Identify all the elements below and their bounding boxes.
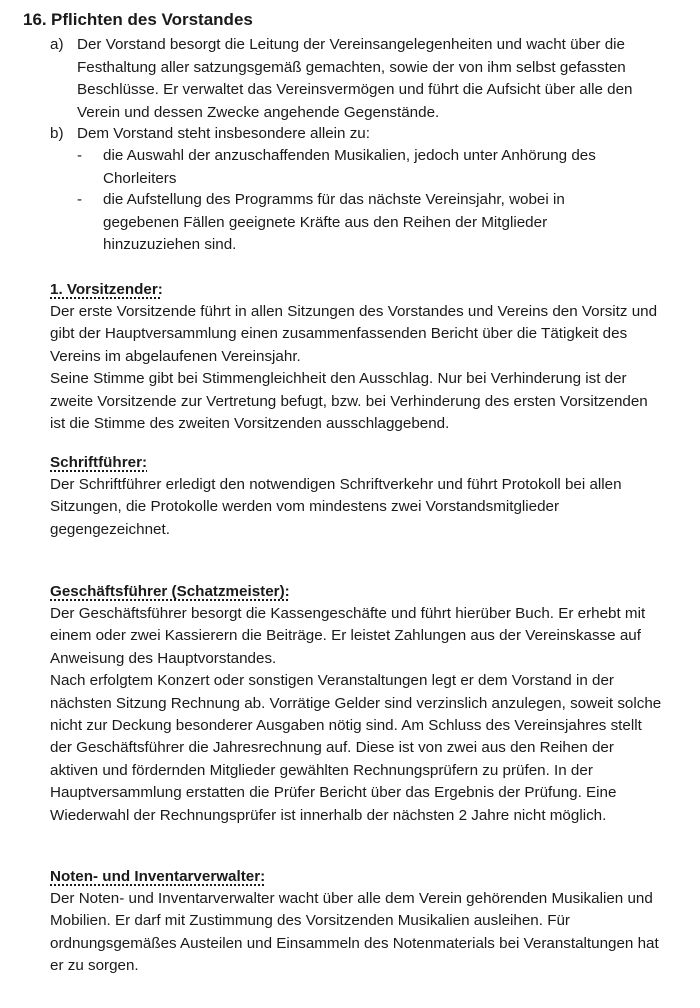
- list-item-b: [50, 123, 670, 146]
- bullet-item: [77, 189, 637, 257]
- bullet-marker: -: [77, 147, 83, 164]
- bullet-text: die Aufstellung des Programms für das nächste Vereinsjahr, wobei in gegebenen Fällen geeignete Kräfte aus den Reihen der Mitglieder hinzuzuziehen sind.: [103, 191, 565, 253]
- list-marker: a): [50, 36, 64, 53]
- role-text-vorsitzender: Der erste Vorsitzende führt in allen Sitzungen des Vorstandes und Vereins den Vorsitz und gibt der Hauptversammlung einen zusammenfassenden Bericht über die Tätigkeit des Vereins im abgelaufenen Vereinsjahr. Seine Stimme gibt bei Stimmengleichheit den Ausschlag. Nur bei Verhinderung ist der zweite Vorsitzende zur Vertretung befugt, bzw. bei Verhinderung des ersten Vorsitzenden ist die Stimme des zweiten Vorsitzenden ausschlaggebend.: [50, 303, 658, 433]
- role-title-vorsitzender: 1. Vorsitzender:: [50, 281, 163, 298]
- section-heading: [23, 9, 253, 31]
- list-item-text: Der Vorstand besorgt die Leitung der Vereinsangelegenheiten und wacht über die Festhaltung aller satzungsgemäß gemachten, sowie der von ihm selbst gefassten Beschlüsse. Er verwaltet das Vereinsvermögen und führt die Aufsicht über alle den Verein und dessen Zwecke angehende Gegenstände.: [77, 36, 633, 121]
- list-item-a: [50, 34, 670, 124]
- bullet-text: die Auswahl der anzuschaffenden Musikalien, jedoch unter Anhörung des Chorleiters: [103, 147, 596, 187]
- role-title-schriftfuehrer: Schriftführer:: [50, 454, 148, 471]
- list-item-text: Dem Vorstand steht insbesondere allein zu:: [77, 125, 370, 142]
- role-text-geschaeftsfuehrer: Der Geschäftsführer besorgt die Kassengeschäfte und führt hierüber Buch. Er erhebt mit einem oder zwei Kassierern die Beiträge. Er leistet Zahlungen aus der Vereinskasse auf Anweisung des Hauptvorstandes. Nach erfolgtem Konzert oder sonstigen Veranstaltungen legt er dem Vorstand in der nächsten Sitzung Rechnung ab. Vorrätige Gelder sind verzinslich anzulegen, soweit solche nicht zur Deckung besonderer Ausgaben nötig sind. Am Schluss des Vereinsjahres stellt der Geschäftsführer die Jahresrechnung auf. Diese ist von zwei aus den Reihen der aktiven und fördernden Mitglieder gewählten Rechnungsprüfern zu prüfen. In der Hauptversammlung erstatten die Prüfer Bericht über das Ergebnis der Prüfung. Eine Wiederwahl der Rechnungsprüfer ist innerhalb der nächsten 2 Jahre nicht möglich.: [50, 605, 662, 824]
- section-title: Pflichten des Vorstandes: [51, 10, 253, 29]
- role-title-geschaeftsfuehrer: Geschäftsführer (Schatzmeister):: [50, 583, 290, 600]
- section-number: 16.: [23, 10, 47, 29]
- role-title-notenverwalter: Noten- und Inventarverwalter:: [50, 868, 266, 885]
- role-text-notenverwalter: Der Noten- und Inventarverwalter wacht über alle dem Verein gehörenden Musikalien und Mobilien. Er darf mit Zustimmung des Vorsitzenden Musikalien ausleihen. Für ordnungsgemäßes Austeilen und Einsammeln des Notenmaterials bei Veranstaltungen hat er zu sorgen.: [50, 890, 659, 975]
- list-marker: b): [50, 125, 64, 142]
- bullet-item: [77, 145, 637, 190]
- bullet-marker: -: [77, 191, 83, 208]
- role-text-schriftfuehrer: Der Schriftführer erledigt den notwendigen Schriftverkehr und führt Protokoll bei allen Sitzungen, die Protokolle werden vom mindestens zwei Vorstandsmitglieder gegengezeichnet.: [50, 476, 622, 538]
